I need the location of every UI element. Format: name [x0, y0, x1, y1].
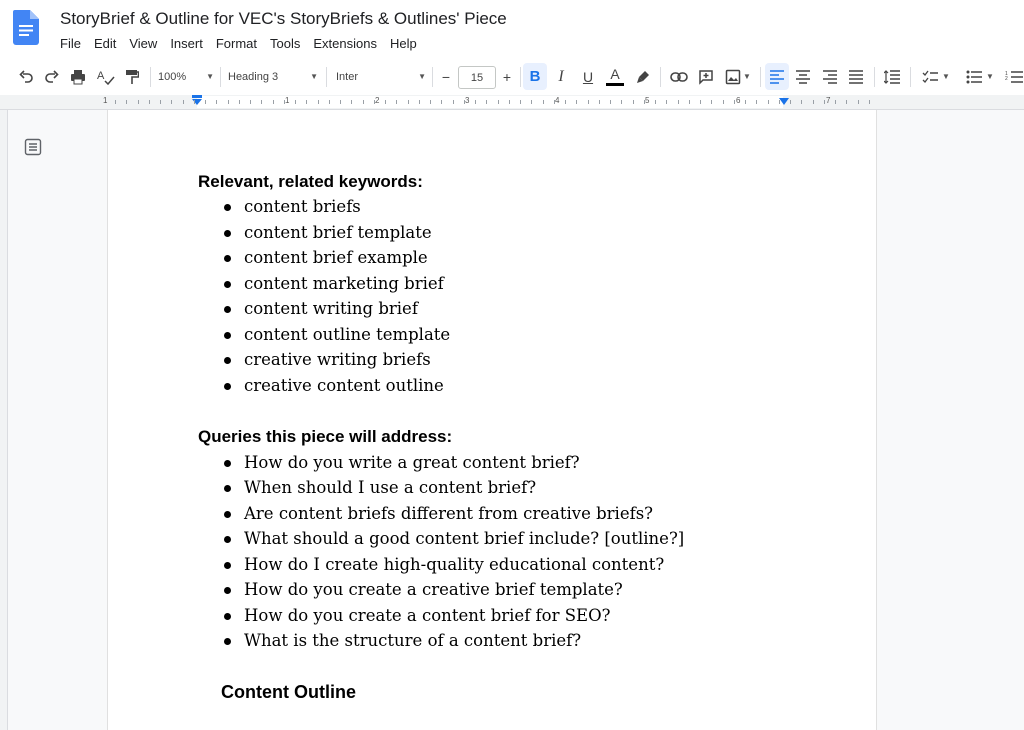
- decrease-font-size-button[interactable]: −: [441, 68, 451, 85]
- ruler-tick: [149, 100, 150, 104]
- docs-logo-icon[interactable]: [13, 10, 39, 45]
- chevron-down-icon: ▼: [986, 72, 994, 81]
- ruler-tick: [565, 100, 566, 104]
- ruler-label: 6: [736, 96, 741, 105]
- menu-edit[interactable]: Edit: [93, 36, 117, 51]
- list-item: What should a good content brief include? [outline?]: [244, 529, 685, 548]
- ruler-tick: [734, 100, 735, 104]
- align-center-icon: [796, 70, 810, 84]
- align-left-button[interactable]: [765, 63, 789, 90]
- ruler-tick: [453, 100, 454, 104]
- list-item: How do you create a creative brief template?: [244, 580, 623, 599]
- bullet-icon: [224, 357, 231, 364]
- ruler-tick: [374, 100, 375, 104]
- toolbar-divider: [760, 67, 761, 87]
- ruler-tick: [745, 100, 746, 104]
- toolbar-divider: [150, 67, 151, 87]
- checklist-button[interactable]: [918, 58, 954, 95]
- ruler-tick: [396, 100, 397, 104]
- justify-icon: [849, 70, 863, 84]
- ruler-label: 4: [555, 96, 560, 105]
- ruler-tick: [205, 100, 206, 104]
- line-spacing-button[interactable]: [881, 58, 903, 95]
- ruler-tick: [419, 100, 420, 104]
- ruler-tick: [430, 100, 431, 104]
- numbered-list-icon: [1005, 70, 1023, 84]
- undo-button[interactable]: [16, 58, 36, 95]
- align-right-icon: [823, 70, 837, 84]
- ruler-tick: [644, 100, 645, 104]
- ruler-tick: [228, 100, 229, 104]
- list-item: What is the structure of a content brief?: [244, 631, 582, 650]
- bullet-icon: [224, 306, 231, 313]
- spellcheck-button[interactable]: [95, 58, 117, 95]
- text-color-letter: A: [610, 66, 620, 82]
- content-outline-heading: Content Outline: [221, 682, 356, 702]
- bullet-icon: [224, 204, 231, 211]
- ruler-label: 1: [103, 96, 108, 105]
- horizontal-ruler[interactable]: [0, 95, 1024, 110]
- ruler-tick: [284, 100, 285, 104]
- bullet-icon: [224, 255, 231, 262]
- ruler-tick: [801, 100, 802, 104]
- bulleted-list-icon: [966, 70, 982, 84]
- list-item: content outline template: [244, 325, 451, 344]
- ruler-tick: [216, 100, 217, 104]
- ruler-tick: [475, 100, 476, 104]
- chevron-down-icon: ▼: [942, 72, 950, 81]
- ruler-tick: [408, 100, 409, 104]
- left-indent-marker-icon[interactable]: [191, 95, 203, 107]
- ruler-tick: [531, 100, 532, 104]
- ruler-tick: [554, 100, 555, 104]
- menu-bar: [60, 36, 430, 51]
- ruler-tick: [273, 100, 274, 104]
- toolbar-divider: [432, 67, 433, 87]
- add-comment-button[interactable]: [695, 58, 717, 95]
- ruler-tick: [509, 100, 510, 104]
- ruler-tick: [588, 100, 589, 104]
- ruler-tick: [655, 100, 656, 104]
- toolbar-divider: [910, 67, 911, 87]
- print-icon: [70, 69, 86, 85]
- menu-insert[interactable]: Insert: [170, 36, 203, 51]
- justify-button[interactable]: [845, 58, 867, 95]
- ruler-tick: [160, 100, 161, 104]
- chevron-down-icon: ▼: [206, 72, 214, 81]
- ruler-tick: [351, 100, 352, 104]
- ruler-tick: [295, 100, 296, 104]
- svg-text:A: A: [97, 69, 105, 82]
- ruler-tick: [610, 100, 611, 104]
- ruler-tick: [464, 100, 465, 104]
- ruler-tick: [813, 100, 814, 104]
- ruler-tick: [689, 100, 690, 104]
- zoom-select[interactable]: [158, 58, 214, 95]
- ruler-tick: [239, 100, 240, 104]
- align-left-icon: [770, 70, 784, 84]
- italic-button[interactable]: I: [558, 67, 564, 85]
- bullet-icon: [224, 613, 231, 620]
- text-color-button[interactable]: [604, 58, 626, 95]
- chevron-down-icon: ▼: [310, 72, 318, 81]
- link-icon: [670, 72, 688, 82]
- bullet-icon: [224, 332, 231, 339]
- ruler-tick: [824, 100, 825, 104]
- list-item: How do you write a great content brief?: [244, 453, 580, 472]
- align-right-button[interactable]: [819, 58, 841, 95]
- vertical-ruler[interactable]: [0, 110, 8, 730]
- ruler-tick: [621, 100, 622, 104]
- list-item: How do I create high-quality educational content?: [244, 555, 665, 574]
- list-item: How do you create a content brief for SEO?: [244, 606, 611, 625]
- chevron-down-icon: ▼: [743, 72, 751, 81]
- toolbar-divider: [874, 67, 875, 87]
- ruler-tick: [340, 100, 341, 104]
- menu-help[interactable]: Help: [389, 36, 417, 51]
- ruler-tick: [498, 100, 499, 104]
- toolbar: [0, 58, 1024, 96]
- text-color-swatch: [606, 83, 624, 86]
- zoom-value: 100%: [158, 70, 187, 83]
- toolbar-divider: [660, 67, 661, 87]
- paint-format-icon: [125, 69, 139, 85]
- font-size-input[interactable]: 15: [458, 66, 496, 89]
- ruler-tick: [250, 100, 251, 104]
- ruler-tick: [194, 100, 195, 104]
- ruler-tick: [329, 100, 330, 104]
- ruler-tick: [678, 100, 679, 104]
- ruler-tick: [543, 100, 544, 104]
- bold-button[interactable]: B: [523, 63, 547, 90]
- svg-text:2: 2: [1005, 75, 1008, 82]
- queries-heading: Queries this piece will address:: [198, 427, 453, 446]
- ruler-tick: [711, 100, 712, 104]
- title-bar: [0, 0, 1024, 58]
- ruler-label: 3: [465, 96, 470, 105]
- bullet-icon: [224, 562, 231, 569]
- undo-icon: [18, 69, 34, 85]
- list-item: content writing brief: [244, 299, 418, 318]
- insert-image-button[interactable]: [722, 58, 754, 95]
- ruler-tick: [599, 100, 600, 104]
- bullet-icon: [224, 485, 231, 492]
- align-center-button[interactable]: [792, 58, 814, 95]
- ruler-tick: [520, 100, 521, 104]
- ruler-tick: [171, 100, 172, 104]
- numbered-list-button[interactable]: [1005, 58, 1024, 95]
- print-button[interactable]: [68, 58, 88, 95]
- ruler-tick: [385, 100, 386, 104]
- keywords-heading: Relevant, related keywords:: [198, 172, 423, 191]
- ruler-tick: [700, 100, 701, 104]
- menu-view[interactable]: View: [129, 36, 158, 51]
- list-item: content marketing brief: [244, 274, 444, 293]
- list-item: Are content briefs different from creative briefs?: [244, 504, 654, 523]
- menu-format[interactable]: Format: [215, 36, 257, 51]
- ruler-tick: [576, 100, 577, 104]
- toolbar-divider: [220, 67, 221, 87]
- ruler-tick: [768, 100, 769, 104]
- spellcheck-icon: [97, 69, 115, 85]
- ruler-tick: [846, 100, 847, 104]
- ruler-tick: [363, 100, 364, 104]
- list-item: creative writing briefs: [244, 350, 431, 369]
- bulleted-list-button[interactable]: [962, 58, 998, 95]
- list-item: creative content outline: [244, 376, 444, 395]
- ruler-tick: [723, 100, 724, 104]
- list-item: content brief example: [244, 248, 428, 267]
- list-item: content brief template: [244, 223, 432, 242]
- ruler-label: 2: [375, 96, 380, 105]
- ruler-label: 5: [645, 96, 650, 105]
- document-title[interactable]: StoryBrief & Outline for VEC's StoryBriefs & Outlines' Piece: [60, 9, 507, 28]
- redo-icon: [44, 69, 60, 85]
- list-item: content briefs: [244, 197, 361, 216]
- bullet-icon: [224, 587, 231, 594]
- style-select[interactable]: [228, 58, 318, 95]
- ruler-tick: [756, 100, 757, 104]
- checklist-icon: [922, 70, 938, 84]
- list-item: When should I use a content brief?: [244, 478, 537, 497]
- ruler-tick: [115, 100, 116, 104]
- ruler-tick: [633, 100, 634, 104]
- ruler-tick: [835, 100, 836, 104]
- ruler-label: 7: [826, 96, 831, 105]
- bullet-icon: [224, 281, 231, 288]
- style-value: Heading 3: [228, 70, 279, 83]
- svg-text:1: 1: [1005, 70, 1008, 77]
- ruler-tick: [183, 100, 184, 104]
- ruler-tick: [126, 100, 127, 104]
- bullet-icon: [224, 638, 231, 645]
- chevron-down-icon: ▼: [418, 72, 426, 81]
- ruler-tick: [486, 100, 487, 104]
- menu-extensions[interactable]: Extensions: [313, 36, 377, 51]
- bullet-icon: [224, 383, 231, 390]
- document-page[interactable]: [107, 110, 877, 730]
- toolbar-divider: [520, 67, 521, 87]
- ruler-tick: [666, 100, 667, 104]
- highlight-button[interactable]: [633, 58, 653, 95]
- redo-button[interactable]: [42, 58, 62, 95]
- ruler-tick: [790, 100, 791, 104]
- font-value: Inter: [336, 70, 359, 83]
- image-icon: [725, 69, 741, 85]
- bullet-icon: [224, 511, 231, 518]
- bullet-icon: [224, 536, 231, 543]
- ruler-tick: [318, 100, 319, 104]
- ruler-tick: [441, 100, 442, 104]
- underline-button[interactable]: U: [582, 68, 594, 85]
- menu-file[interactable]: File: [60, 36, 81, 51]
- ruler-tick: [138, 100, 139, 104]
- ruler-tick: [869, 100, 870, 104]
- bullet-icon: [224, 460, 231, 467]
- highlighter-icon: [636, 70, 650, 84]
- ruler-label: 1: [285, 96, 290, 105]
- ruler-tick: [779, 100, 780, 104]
- menu-tools[interactable]: Tools: [270, 36, 301, 51]
- paint-format-button[interactable]: [123, 58, 141, 95]
- insert-link-button[interactable]: [668, 58, 690, 95]
- ruler-tick: [261, 100, 262, 104]
- comment-icon: [698, 69, 714, 85]
- ruler-tick: [858, 100, 859, 104]
- bullet-icon: [224, 230, 231, 237]
- toolbar-divider: [326, 67, 327, 87]
- outline-icon[interactable]: [24, 138, 42, 156]
- ruler-tick: [306, 100, 307, 104]
- increase-font-size-button[interactable]: +: [502, 68, 512, 85]
- line-spacing-icon: [884, 70, 900, 84]
- font-select[interactable]: [336, 58, 426, 95]
